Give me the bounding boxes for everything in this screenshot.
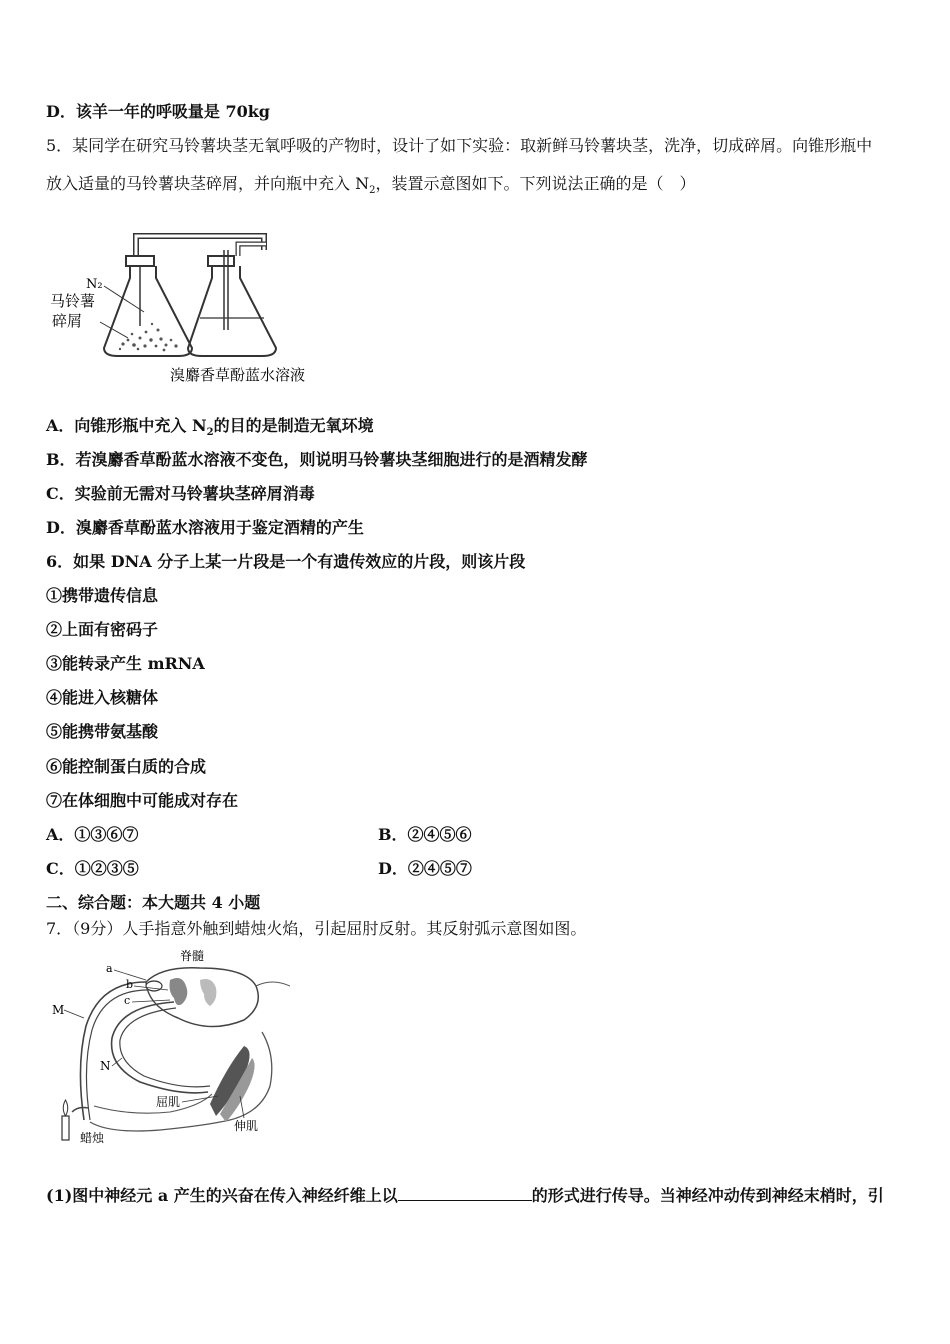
q6-option-a: A．①③⑥⑦: [46, 825, 139, 844]
q7-label-b: b: [126, 978, 134, 991]
q5-stem-line2-a: 放入适量的马铃薯块茎碎屑，并向瓶中充入 N: [46, 174, 370, 193]
q7-sub1: [46, 1186, 884, 1206]
q6-item-1: ①携带遗传信息: [46, 586, 159, 605]
q5-label-n2: N₂: [86, 277, 103, 292]
q7-finger: [72, 1108, 88, 1113]
q7-label-spinal-cord: 脊髓: [180, 949, 205, 963]
q5-connecting-tube: [136, 236, 264, 258]
q5-option-a: [46, 416, 374, 443]
q6-option-b: B．②④⑤⑥: [378, 825, 472, 844]
section2-heading: 二、综合题：本大题共 4 小题: [46, 893, 261, 912]
q5-left-flask: [104, 266, 192, 356]
q6-item-2: ②上面有密码子: [46, 620, 159, 639]
q7-sub1-after: 的形式进行传导。当神经冲动传到神经末梢时，引: [531, 1186, 884, 1205]
q5-n2-pointer: [104, 286, 144, 312]
q6-item-5: ⑤能携带氨基酸: [46, 722, 159, 741]
q5-option-b: B．若溴麝香草酚蓝水溶液不变色，则说明马铃薯块茎细胞进行的是酒精发酵: [46, 450, 588, 469]
q7-label-n: N: [100, 1059, 111, 1073]
q7-sub1-answer-blank[interactable]: [398, 1186, 532, 1201]
q5-stem-subscript: 2: [369, 185, 376, 197]
q5-right-stopper: [208, 256, 234, 266]
q7-candle: [62, 1116, 69, 1140]
q7-label-extensor: 伸肌: [234, 1119, 259, 1133]
q5-potato-fragments: [119, 323, 178, 352]
q5-option-a-subscript: 2: [206, 427, 214, 439]
q6-option-d: D．②④⑤⑦: [378, 859, 472, 878]
q7-label-c: c: [124, 994, 131, 1007]
q6-item-7: ⑦在体细胞中可能成对存在: [46, 791, 239, 810]
q6-item-6: ⑥能控制蛋白质的合成: [46, 757, 207, 776]
q7-sub1-before: (1)图中神经元 a 产生的兴奋在传入神经纤维上以: [46, 1186, 398, 1205]
q7-label-a: a: [106, 962, 113, 975]
q7-reflex-arc-figure: [50, 946, 290, 1146]
q7-dorsal-root-ganglion: [146, 981, 162, 991]
q6-option-c: C．①②③⑤: [46, 859, 139, 878]
q5-left-stopper: [126, 256, 154, 266]
q5-stem-line1: 5．某同学在研究马铃薯块茎无氧呼吸的产物时，设计了如下实验：取新鲜马铃薯块茎，洗净，切成碎屑。向锥形瓶中: [46, 136, 873, 155]
q7-label-flexor: 屈肌: [156, 1095, 181, 1109]
q5-option-a-1: A．向锥形瓶中充入 N: [46, 416, 207, 435]
q6-stem: 6．如果 DNA 分子上某一片段是一个有遗传效应的片段，则该片段: [46, 552, 526, 571]
q5-option-a-2: 的目的是制造无氧环境: [213, 416, 374, 435]
q7-stem: 7．（9分）人手指意外触到蜡烛火焰，引起屈肘反射。其反射弧示意图如图。: [46, 919, 587, 938]
q5-stem-line2: [46, 174, 695, 201]
q7-label-m: M: [52, 1003, 65, 1017]
q7-spinal-cord: [146, 968, 258, 1027]
q7-afferent-nerve-m: [80, 982, 146, 1120]
q5-potato-pointer: [100, 322, 128, 338]
q5-label-potato-2: 碎屑: [52, 312, 83, 330]
q6-item-4: ④能进入核糖体: [46, 688, 159, 707]
q5-figure-caption: 溴麝香草酚蓝水溶液: [170, 366, 306, 384]
q5-option-c: C．实验前无需对马铃薯块茎碎屑消毒: [46, 484, 315, 503]
q7-candle-flame: [63, 1100, 68, 1116]
q7-label-candle: 蜡烛: [80, 1131, 105, 1145]
q5-right-flask: [188, 266, 276, 356]
q5-label-potato-1: 马铃薯: [50, 292, 96, 310]
q5-stem-line2-b: ，装置示意图如下。下列说法正确的是（ ）: [375, 174, 696, 193]
q5-apparatus-figure: [48, 222, 338, 392]
q6-item-3: ③能转录产生 mRNA: [46, 654, 205, 673]
q4-option-d: D．该羊一年的呼吸量是 70kg: [46, 102, 270, 121]
q5-option-d: D．溴麝香草酚蓝水溶液用于鉴定酒精的产生: [46, 518, 364, 537]
